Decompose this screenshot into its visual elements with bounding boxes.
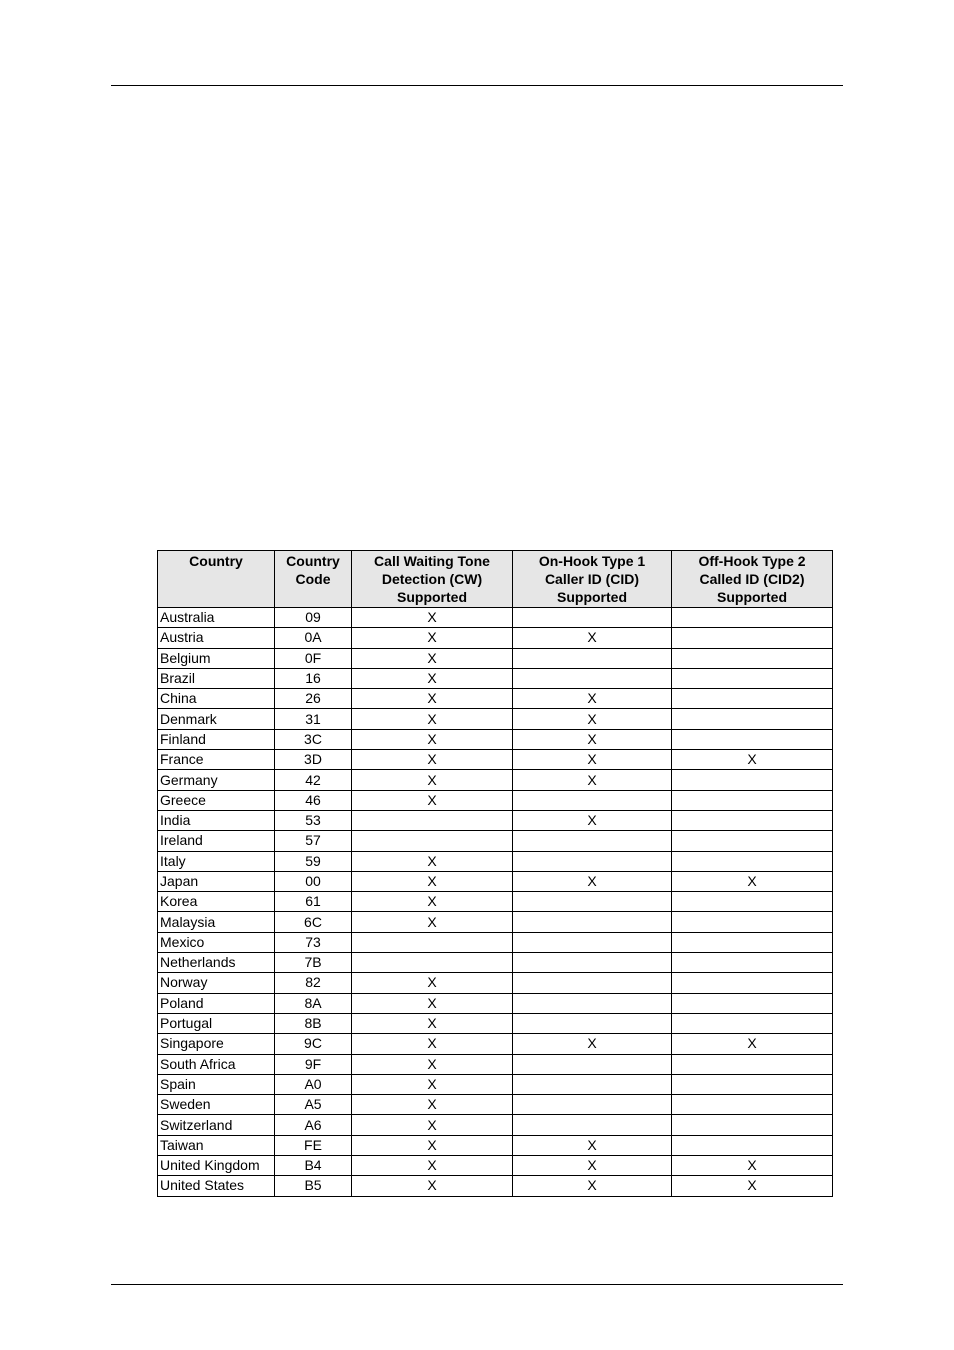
table-row — [158, 993, 833, 1013]
country-cell: Malaysia — [158, 912, 275, 932]
country-cell: Korea — [158, 892, 275, 912]
cw-cell: X — [352, 1115, 513, 1135]
table-row — [158, 1013, 833, 1033]
country-code-cell: A0 — [275, 1074, 352, 1094]
country-cell: Singapore — [158, 1034, 275, 1054]
cw-cell — [352, 810, 513, 830]
country-code-cell: 3C — [275, 729, 352, 749]
cid2-cell — [672, 973, 833, 993]
cw-cell: X — [352, 709, 513, 729]
cid2-cell — [672, 892, 833, 912]
cid-cell — [513, 892, 672, 912]
country-code-cell: 7B — [275, 953, 352, 973]
cw-cell: X — [352, 892, 513, 912]
country-cell: Poland — [158, 993, 275, 1013]
country-cell: United Kingdom — [158, 1156, 275, 1176]
table-row — [158, 668, 833, 688]
cid-cell: X — [513, 1176, 672, 1196]
cw-cell: X — [352, 608, 513, 628]
table-row — [158, 1156, 833, 1176]
country-support-table — [157, 550, 833, 1197]
table-row — [158, 1176, 833, 1196]
country-cell: Taiwan — [158, 1135, 275, 1155]
country-code-cell: 0A — [275, 628, 352, 648]
cid2-cell — [672, 608, 833, 628]
country-code-cell: 00 — [275, 871, 352, 891]
cid2-cell: X — [672, 1176, 833, 1196]
cid-cell — [513, 973, 672, 993]
country-cell: Ireland — [158, 831, 275, 851]
cid-cell — [513, 851, 672, 871]
country-code-cell: 0F — [275, 648, 352, 668]
country-code-cell: 61 — [275, 892, 352, 912]
cw-cell: X — [352, 993, 513, 1013]
country-cell: France — [158, 750, 275, 770]
country-code-cell: 31 — [275, 709, 352, 729]
header-country-code: Country Code — [275, 551, 352, 608]
table-row — [158, 648, 833, 668]
cid-cell: X — [513, 871, 672, 891]
table-row — [158, 750, 833, 770]
table-row — [158, 1115, 833, 1135]
cid-cell: X — [513, 729, 672, 749]
cid2-cell — [672, 628, 833, 648]
cw-cell: X — [352, 1074, 513, 1094]
table-row — [158, 871, 833, 891]
country-code-cell: 8A — [275, 993, 352, 1013]
cw-cell: X — [352, 871, 513, 891]
cw-cell: X — [352, 648, 513, 668]
table-row — [158, 953, 833, 973]
header-called-id: Off-Hook Type 2 Called ID (CID2) Supported — [672, 551, 833, 608]
table-row — [158, 709, 833, 729]
country-code-cell: 53 — [275, 810, 352, 830]
table-row — [158, 628, 833, 648]
cid-cell — [513, 1054, 672, 1074]
cw-cell — [352, 831, 513, 851]
cw-cell: X — [352, 628, 513, 648]
cw-cell: X — [352, 1176, 513, 1196]
country-cell: Australia — [158, 608, 275, 628]
table-row — [158, 790, 833, 810]
country-cell: Finland — [158, 729, 275, 749]
country-code-cell: 42 — [275, 770, 352, 790]
cid2-cell — [672, 831, 833, 851]
country-code-cell: 57 — [275, 831, 352, 851]
cid-cell: X — [513, 1135, 672, 1155]
table-row — [158, 1095, 833, 1115]
cid2-cell — [672, 1095, 833, 1115]
cid-cell: X — [513, 770, 672, 790]
cid2-cell — [672, 1074, 833, 1094]
cw-cell: X — [352, 1054, 513, 1074]
country-cell: Germany — [158, 770, 275, 790]
cid2-cell — [672, 689, 833, 709]
cid-cell — [513, 912, 672, 932]
cw-cell: X — [352, 668, 513, 688]
header-call-waiting: Call Waiting Tone Detection (CW) Supported — [352, 551, 513, 608]
country-cell: Norway — [158, 973, 275, 993]
table-row — [158, 831, 833, 851]
country-code-cell: 59 — [275, 851, 352, 871]
country-cell: United States — [158, 1176, 275, 1196]
cid2-cell — [672, 770, 833, 790]
header-rule — [111, 85, 843, 86]
cid-cell: X — [513, 689, 672, 709]
country-cell: Portugal — [158, 1013, 275, 1033]
country-cell: Italy — [158, 851, 275, 871]
cid-cell: X — [513, 1034, 672, 1054]
country-code-cell: FE — [275, 1135, 352, 1155]
cw-cell: X — [352, 750, 513, 770]
cw-cell: X — [352, 851, 513, 871]
cid2-cell — [672, 810, 833, 830]
cw-cell: X — [352, 770, 513, 790]
country-code-cell: 73 — [275, 932, 352, 952]
cw-cell: X — [352, 912, 513, 932]
country-cell: Denmark — [158, 709, 275, 729]
table-row — [158, 973, 833, 993]
cid-cell — [513, 668, 672, 688]
country-cell: Brazil — [158, 668, 275, 688]
cid-cell — [513, 648, 672, 668]
cid-cell — [513, 831, 672, 851]
footer-rule — [111, 1284, 843, 1285]
country-cell: Greece — [158, 790, 275, 810]
table-row — [158, 689, 833, 709]
country-code-cell: 8B — [275, 1013, 352, 1033]
table-row — [158, 892, 833, 912]
cid-cell — [513, 1095, 672, 1115]
cid-cell: X — [513, 750, 672, 770]
cid-cell — [513, 932, 672, 952]
table-row — [158, 1074, 833, 1094]
cid2-cell — [672, 993, 833, 1013]
cid2-cell — [672, 953, 833, 973]
cw-cell: X — [352, 1135, 513, 1155]
cid2-cell — [672, 851, 833, 871]
cid2-cell — [672, 1135, 833, 1155]
cw-cell: X — [352, 689, 513, 709]
header-country: Country — [158, 551, 275, 608]
table-row — [158, 851, 833, 871]
cid-cell: X — [513, 1156, 672, 1176]
cid-cell: X — [513, 709, 672, 729]
cid2-cell: X — [672, 1034, 833, 1054]
cw-cell: X — [352, 790, 513, 810]
cid-cell: X — [513, 628, 672, 648]
cid2-cell — [672, 709, 833, 729]
country-cell: Sweden — [158, 1095, 275, 1115]
cid2-cell — [672, 790, 833, 810]
cid-cell — [513, 790, 672, 810]
country-code-cell: B4 — [275, 1156, 352, 1176]
cid-cell — [513, 1013, 672, 1033]
country-cell: India — [158, 810, 275, 830]
cw-cell: X — [352, 729, 513, 749]
cw-cell: X — [352, 1034, 513, 1054]
table-row — [158, 912, 833, 932]
cw-cell: X — [352, 1095, 513, 1115]
table-row — [158, 1135, 833, 1155]
table-row — [158, 1054, 833, 1074]
cid2-cell: X — [672, 1156, 833, 1176]
country-code-cell: 6C — [275, 912, 352, 932]
table-header-row — [158, 551, 833, 608]
cid2-cell — [672, 1115, 833, 1135]
country-cell: Belgium — [158, 648, 275, 668]
country-cell: South Africa — [158, 1054, 275, 1074]
country-code-cell: A5 — [275, 1095, 352, 1115]
table-row — [158, 770, 833, 790]
country-code-cell: 46 — [275, 790, 352, 810]
cid2-cell — [672, 932, 833, 952]
country-code-cell: 26 — [275, 689, 352, 709]
cid-cell — [513, 608, 672, 628]
cid2-cell — [672, 668, 833, 688]
table-row — [158, 729, 833, 749]
table-body — [158, 608, 833, 1197]
country-cell: Netherlands — [158, 953, 275, 973]
cw-cell: X — [352, 1156, 513, 1176]
country-cell: Spain — [158, 1074, 275, 1094]
country-code-cell: 9C — [275, 1034, 352, 1054]
cw-cell — [352, 953, 513, 973]
country-code-cell: 9F — [275, 1054, 352, 1074]
cid-cell — [513, 1115, 672, 1135]
country-code-cell: 82 — [275, 973, 352, 993]
table-row — [158, 810, 833, 830]
cw-cell: X — [352, 1013, 513, 1033]
header-caller-id: On-Hook Type 1 Caller ID (CID) Supported — [513, 551, 672, 608]
country-cell: Switzerland — [158, 1115, 275, 1135]
cid2-cell — [672, 729, 833, 749]
cw-cell: X — [352, 973, 513, 993]
cid-cell — [513, 993, 672, 1013]
country-cell: Mexico — [158, 932, 275, 952]
country-code-cell: B5 — [275, 1176, 352, 1196]
cid2-cell — [672, 912, 833, 932]
cid-cell — [513, 953, 672, 973]
cw-cell — [352, 932, 513, 952]
country-code-cell: 16 — [275, 668, 352, 688]
cid2-cell — [672, 648, 833, 668]
table-row — [158, 932, 833, 952]
cid-cell: X — [513, 810, 672, 830]
cid2-cell: X — [672, 871, 833, 891]
country-code-cell: 09 — [275, 608, 352, 628]
cid-cell — [513, 1074, 672, 1094]
country-code-cell: A6 — [275, 1115, 352, 1135]
country-cell: Japan — [158, 871, 275, 891]
country-code-cell: 3D — [275, 750, 352, 770]
cid2-cell: X — [672, 750, 833, 770]
cid2-cell — [672, 1054, 833, 1074]
table-row — [158, 608, 833, 628]
country-cell: China — [158, 689, 275, 709]
table-row — [158, 1034, 833, 1054]
cid2-cell — [672, 1013, 833, 1033]
country-cell: Austria — [158, 628, 275, 648]
